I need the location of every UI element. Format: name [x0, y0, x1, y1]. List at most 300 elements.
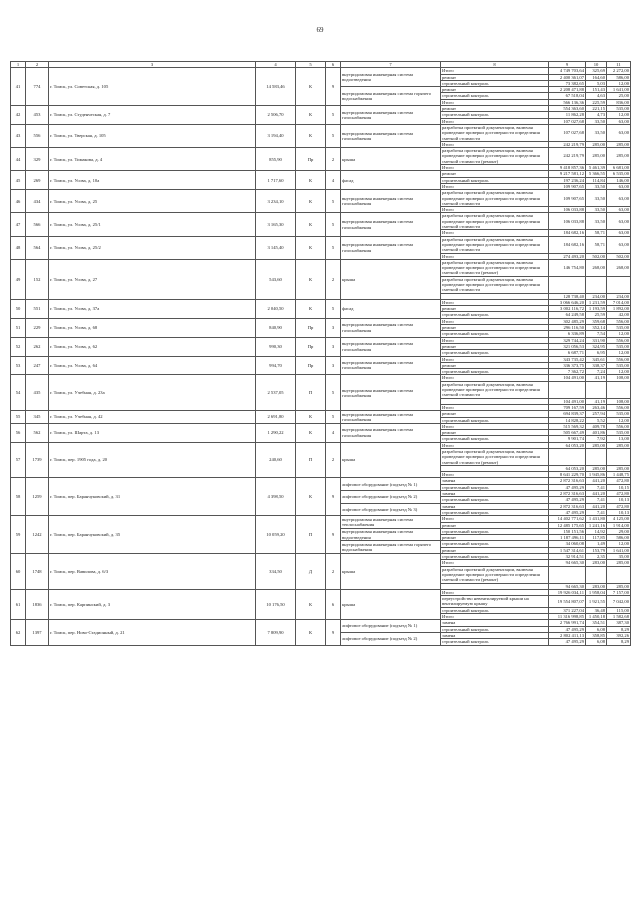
max-unit-cost: 12,00	[607, 541, 631, 547]
max-unit-cost: 35,00	[607, 554, 631, 560]
building-area: 334,50	[256, 554, 296, 590]
building-area: 10 176,50	[256, 589, 296, 619]
max-unit-cost: 7 042,00	[607, 596, 631, 608]
building-area: 2 506,70	[256, 106, 296, 125]
work-description: Итого	[441, 318, 549, 324]
work-description: Итого	[441, 299, 549, 305]
building-area: 7 809,90	[256, 620, 296, 645]
work-description: строительный контроль	[441, 350, 549, 356]
work-description: ремонт	[441, 171, 549, 177]
work-description: строительный контроль	[441, 528, 549, 534]
table-row	[11, 148, 631, 165]
max-unit-cost: 63,00	[607, 207, 631, 213]
work-description: ремонт	[441, 535, 549, 541]
total-cost: 104 491,00	[549, 375, 586, 381]
building-address: г. Томск, ул. Учебная, д. 42	[49, 411, 256, 424]
table-row	[11, 124, 631, 141]
max-unit-cost: 12,00	[607, 80, 631, 86]
work-type: фасад	[341, 299, 441, 318]
building-code: 774	[26, 68, 49, 106]
work-type: фасад	[341, 171, 441, 190]
unit-cost: 5,52	[586, 417, 607, 423]
total-cost: 67 518,04	[549, 93, 586, 99]
max-unit-cost: 6 535,00	[607, 171, 631, 177]
work-description: ремонт	[441, 411, 549, 417]
table-row	[11, 213, 631, 230]
building-area: 3 234,10	[256, 190, 296, 213]
total-cost: 146 754,80	[549, 259, 586, 276]
work-description: Итого	[441, 589, 549, 595]
unit-cost: 1 450,18	[586, 614, 607, 620]
unit-cost: 25,59	[586, 312, 607, 318]
total-cost: 9 418 857,36	[549, 165, 586, 171]
building-address: г. Томск, ул. Усова, д. 25/2	[49, 236, 256, 259]
work-description: ремонт	[441, 362, 549, 368]
max-unit-cost: 4 125,00	[607, 516, 631, 522]
column-number-header: 7	[341, 62, 441, 68]
total-cost: 184 682,16	[549, 230, 586, 236]
unit-cost: 225,59	[586, 99, 607, 105]
work-type: внутридомовая инженерная система газоснабжения	[341, 213, 441, 236]
work-type: внутридомовая инженерная система водоотведения	[341, 68, 441, 87]
total-cost: 302 485,29	[549, 318, 586, 324]
work-description: Итого	[441, 472, 549, 478]
max-unit-cost: 556,00	[607, 423, 631, 429]
max-unit-cost: 25,00	[607, 93, 631, 99]
max-unit-cost: 1 448,75	[607, 472, 631, 478]
work-type: крыша	[341, 442, 441, 478]
max-unit-cost: 268,00	[607, 259, 631, 276]
floor-count: 9	[326, 620, 341, 645]
total-cost: 709 167,59	[549, 404, 586, 410]
max-unit-cost: 586,00	[607, 535, 631, 541]
unit-cost: 14,92	[586, 528, 607, 534]
unit-cost: 268,00	[586, 259, 607, 276]
unit-cost: 263,46	[586, 404, 607, 410]
table-row	[11, 190, 631, 207]
total-cost: 371 227,04	[549, 607, 586, 613]
floor-count: 9	[326, 478, 341, 516]
max-unit-cost: 63,00	[607, 183, 631, 189]
total-cost: 47 495,29	[549, 497, 586, 503]
work-type: внутридомовая инженерная система горячего водоснабжения	[341, 87, 441, 106]
row-number: 52	[11, 337, 26, 356]
row-number: 43	[11, 124, 26, 147]
work-type: лифтовое оборудование (подъезд № 2)	[341, 491, 441, 504]
table-row	[11, 236, 631, 253]
total-cost: 515 569,32	[549, 423, 586, 429]
row-number: 41	[11, 68, 26, 106]
column-number-header: 10	[586, 62, 607, 68]
work-description: Итого	[441, 560, 549, 566]
column-number-header: 3	[49, 62, 256, 68]
building-address: г. Томск, ул. Усова, д. 25	[49, 190, 256, 213]
total-cost: 2 872 316,63	[549, 491, 586, 497]
building-address: г. Томск, ул. Тверская, д. 105	[49, 124, 256, 147]
wall-material: П	[296, 442, 326, 478]
unit-cost: 234,00	[586, 293, 607, 299]
column-number-header: 5	[296, 62, 326, 68]
row-number: 61	[11, 589, 26, 619]
total-cost: 150 151,56	[549, 528, 586, 534]
total-cost: 9 217 581,12	[549, 171, 586, 177]
total-cost: 6 336,89	[549, 331, 586, 337]
total-cost: 109 907,65	[549, 183, 586, 189]
total-cost: 47 495,29	[549, 509, 586, 515]
unit-cost: 401,86	[586, 430, 607, 436]
work-description: строительный контроль	[441, 177, 549, 183]
unit-cost: 331,90	[586, 337, 607, 343]
work-description: разработка проектной документации, включая проведение проверки достоверности определения сметной стоимости	[441, 276, 549, 293]
total-cost: 9 901,74	[549, 436, 586, 442]
column-number-header: 4	[256, 62, 296, 68]
total-cost: 6 687,71	[549, 350, 586, 356]
building-address: г. Томск, пер. 1905 года, д. 20	[49, 442, 256, 478]
total-cost: 197 236,24	[549, 177, 586, 183]
building-area: 1 290,22	[256, 423, 296, 442]
max-unit-cost	[607, 566, 631, 583]
max-unit-cost: 586,00	[607, 74, 631, 80]
work-type: крыша	[341, 259, 441, 299]
row-number: 59	[11, 516, 26, 554]
max-unit-cost: 12,00	[607, 369, 631, 375]
building-area: 3 145,40	[256, 236, 296, 259]
max-unit-cost: 285,00	[607, 148, 631, 165]
unit-cost: 4,73	[586, 112, 607, 118]
building-code: 1397	[26, 620, 49, 645]
total-cost: 566 136,36	[549, 99, 586, 105]
max-unit-cost: 108,00	[607, 375, 631, 381]
building-address: г. Томск, ул. Усова, д. 62	[49, 337, 256, 356]
building-address: г. Томск, ул. Усова, д. 68	[49, 318, 256, 337]
floor-count: 5	[326, 236, 341, 259]
unit-cost: 6,08	[586, 626, 607, 632]
max-unit-cost: 63,00	[607, 190, 631, 207]
wall-material: К	[296, 620, 326, 645]
unit-cost: 7,24	[586, 369, 607, 375]
building-code: 1259	[26, 478, 49, 516]
total-cost: 104 491,00	[549, 398, 586, 404]
work-description: разработка проектной документации, включая проведение проверки достоверности определения сметной стоимости	[441, 124, 549, 141]
building-area: 3 165,30	[256, 213, 296, 236]
building-area: 14 583,46	[256, 68, 296, 106]
work-description: ремонт	[441, 430, 549, 436]
floor-count: 5	[326, 213, 341, 236]
total-cost	[549, 566, 586, 583]
total-cost: 505 667,49	[549, 430, 586, 436]
total-cost: 329 744,24	[549, 337, 586, 343]
work-description: разработка проектной документации, включая проведение проверки достоверности определения сметной стоимости	[441, 190, 549, 207]
max-unit-cost: 63,00	[607, 118, 631, 124]
building-address: г. Томск, пер. Ново-Стадионный, д. 21	[49, 620, 256, 645]
row-number: 49	[11, 259, 26, 299]
unit-cost: 338,37	[586, 362, 607, 368]
max-unit-cost: 7 014,00	[607, 299, 631, 305]
row-number: 62	[11, 620, 26, 645]
total-cost: 94 665,30	[549, 583, 586, 589]
building-code: 1748	[26, 554, 49, 590]
work-description: Итого	[441, 68, 549, 74]
wall-material: К	[296, 213, 326, 236]
total-cost: 3 002 116,72	[549, 306, 586, 312]
max-unit-cost: 535,00	[607, 430, 631, 436]
max-unit-cost: 1 641,00	[607, 87, 631, 93]
work-type: внутридомовая инженерная система газоснабжения	[341, 337, 441, 356]
max-unit-cost: 12,00	[607, 350, 631, 356]
work-description: Итого	[441, 118, 549, 124]
max-unit-cost: 29,00	[607, 528, 631, 534]
unit-cost: 441,20	[586, 478, 607, 484]
work-type: внутридомовая инженерная система газоснабжения	[341, 375, 441, 411]
wall-material: К	[296, 236, 326, 259]
floor-count: 3	[326, 337, 341, 356]
total-cost: 242 219,79	[549, 141, 586, 147]
work-description: замена	[441, 503, 549, 509]
total-cost: 321 056,53	[549, 343, 586, 349]
building-address: г. Томск, ул. Усова, д. 37а	[49, 299, 256, 318]
work-description: разработка проектной документации, включая проведение проверки достоверности определения сметной стоимости	[441, 213, 549, 230]
unit-cost: 285,00	[586, 465, 607, 471]
total-cost: 4 749 703,64	[549, 68, 586, 74]
unit-cost: 325,69	[586, 68, 607, 74]
building-code: 434	[26, 190, 49, 213]
unit-cost: 4,63	[586, 93, 607, 99]
total-cost: 184 682,16	[549, 236, 586, 253]
total-cost: 2 208 471,88	[549, 87, 586, 93]
unit-cost: 283,00	[586, 583, 607, 589]
building-code: 1836	[26, 589, 49, 619]
max-unit-cost: 836,00	[607, 99, 631, 105]
work-description: строительный контроль	[441, 626, 549, 632]
unit-cost: 33,50	[586, 213, 607, 230]
work-type: крыша	[341, 589, 441, 619]
wall-material: К	[296, 171, 326, 190]
max-unit-cost: 63,00	[607, 124, 631, 141]
work-type: внутридомовая инженерная система газоснабжения	[341, 236, 441, 259]
building-address: г. Томск, ул. Шарта, д. 13	[49, 423, 256, 442]
unit-cost: 257,94	[586, 411, 607, 417]
unit-cost: 114,84	[586, 177, 607, 183]
work-description: Итого	[441, 516, 549, 522]
building-address: г. Томск, ул. Советская, д. 105	[49, 68, 256, 106]
unit-cost: 1 431,80	[586, 516, 607, 522]
work-description: ремонт	[441, 74, 549, 80]
building-area: 240,60	[256, 442, 296, 478]
max-unit-cost: 556,00	[607, 337, 631, 343]
building-address: г. Томск, ул. Усова, д. 25/1	[49, 213, 256, 236]
wall-material: Пр	[296, 148, 326, 171]
building-area: 543,60	[256, 259, 296, 299]
row-number: 57	[11, 442, 26, 478]
floor-count: 5	[326, 299, 341, 318]
work-description: замена	[441, 620, 549, 626]
total-cost: 94 665,30	[549, 560, 586, 566]
max-unit-cost: 392,26	[607, 632, 631, 638]
work-type: внутридомовая инженерная система газоснабжения	[341, 356, 441, 375]
row-number: 48	[11, 236, 26, 259]
max-unit-cost: 6 681,00	[607, 165, 631, 171]
wall-material: П	[296, 516, 326, 554]
column-number-header: 9	[549, 62, 586, 68]
max-unit-cost	[607, 381, 631, 398]
work-description: ремонт	[441, 87, 549, 93]
column-number-header: 2	[26, 62, 49, 68]
unit-cost: 33,50	[586, 118, 607, 124]
work-description: строительный контроль	[441, 509, 549, 515]
floor-count: 2	[326, 259, 341, 299]
work-description: ремонт	[441, 547, 549, 553]
unit-cost: 33,50	[586, 207, 607, 213]
max-unit-cost: 472,80	[607, 491, 631, 497]
building-code: 345	[26, 411, 49, 424]
building-area: 10 059,20	[256, 516, 296, 554]
floor-count: 5	[326, 190, 341, 213]
work-type: внутридомовая инженерная система газоснабжения	[341, 411, 441, 424]
work-description: строительный контроль	[441, 331, 549, 337]
building-code: 152	[26, 259, 49, 299]
total-cost: 8 641 229,70	[549, 472, 586, 478]
work-description: разработка проектной документации, включая проведение проверки достоверности определения сметной стоимости	[441, 381, 549, 398]
total-cost: 1 187 496,11	[549, 535, 586, 541]
max-unit-cost: 535,00	[607, 362, 631, 368]
work-type: внутридомовая инженерная система газоснабжения	[341, 190, 441, 213]
max-unit-cost: 63,00	[607, 236, 631, 253]
unit-cost	[586, 381, 607, 398]
unit-cost: 58,71	[586, 236, 607, 253]
row-number: 46	[11, 190, 26, 213]
max-unit-cost: 285,00	[607, 442, 631, 448]
total-cost: 336 373,75	[549, 362, 586, 368]
building-area: 2 691,80	[256, 411, 296, 424]
work-description: Итого	[441, 423, 549, 429]
floor-count: 4	[326, 423, 341, 442]
total-cost: 3 066 646,20	[549, 299, 586, 305]
building-address: г. Томск, ул. Усова, д. 64	[49, 356, 256, 375]
building-address: г. Томск, пер. Вавилова, д. 6/3	[49, 554, 256, 590]
work-description: строительный контроль	[441, 497, 549, 503]
work-description: разработка проектной документации, включая проведение проверки достоверности определения сметной стоимости (ремонт)	[441, 259, 549, 276]
max-unit-cost: 502,00	[607, 253, 631, 259]
unit-cost: 151,43	[586, 87, 607, 93]
unit-cost: 153,79	[586, 547, 607, 553]
unit-cost: 7,92	[586, 436, 607, 442]
table-row	[11, 259, 631, 276]
work-type: лифтовое оборудование (подъезд № 3)	[341, 503, 441, 516]
work-description: строительный контроль	[441, 93, 549, 99]
max-unit-cost: 1 582,68	[607, 614, 631, 620]
total-cost: 73 382,65	[549, 80, 586, 86]
unit-cost: 41,19	[586, 375, 607, 381]
unit-cost: 324,95	[586, 343, 607, 349]
work-description: Итого	[441, 230, 549, 236]
unit-cost: 354,51	[586, 620, 607, 626]
page-number: 69	[316, 26, 324, 34]
max-unit-cost	[607, 276, 631, 293]
building-address: г. Томск, пер. Баранчуковский, д. 35	[49, 516, 256, 554]
unit-cost: 6,95	[586, 350, 607, 356]
total-cost: 109 907,65	[549, 190, 586, 207]
wall-material: К	[296, 124, 326, 147]
work-description: разработка проектной документации, включая проведение проверки достоверности определения сметной стоимости (ремонт)	[441, 148, 549, 165]
total-cost: 64 053,20	[549, 465, 586, 471]
work-type: внутридомовая инженерная система газоснабжения	[341, 318, 441, 337]
max-unit-cost: 12,00	[607, 112, 631, 118]
work-type: внутридомовая инженерная система газоснабжения	[341, 124, 441, 147]
unit-cost: 1 193,59	[586, 306, 607, 312]
total-cost: 64 249,58	[549, 312, 586, 318]
max-unit-cost: 535,00	[607, 325, 631, 331]
building-address: г. Томск, ул. Студенческая, д. 7	[49, 106, 256, 125]
max-unit-cost	[607, 449, 631, 466]
building-area: 994,70	[256, 356, 296, 375]
unit-cost: 358,85	[586, 632, 607, 638]
unit-cost: 7,41	[586, 484, 607, 490]
work-description: разработка проектной документации, включая проведение проверки достоверности определения сметной стоимости	[441, 236, 549, 253]
total-cost: 11 316 998,85	[549, 614, 586, 620]
wall-material: К	[296, 190, 326, 213]
building-code: 435	[26, 375, 49, 411]
work-description: ремонт	[441, 306, 549, 312]
max-unit-cost: 1 914,00	[607, 522, 631, 528]
unit-cost: 1 241,16	[586, 522, 607, 528]
work-type: крыша	[341, 148, 441, 171]
work-description: замена	[441, 491, 549, 497]
floor-count: 5	[326, 106, 341, 125]
max-unit-cost: 63,00	[607, 230, 631, 236]
max-unit-cost: 234,00	[607, 293, 631, 299]
unit-cost: 1 958,04	[586, 589, 607, 595]
total-cost	[549, 381, 586, 398]
total-cost: 106 033,88	[549, 213, 586, 230]
total-cost	[549, 449, 586, 466]
building-area: 855,90	[256, 148, 296, 171]
work-description: Итого	[441, 253, 549, 259]
total-cost: 128 738,40	[549, 293, 586, 299]
floor-count: 5	[326, 411, 341, 424]
unit-cost: 285,00	[586, 148, 607, 165]
total-cost: 694 839,37	[549, 411, 586, 417]
max-unit-cost: 2 272,00	[607, 68, 631, 74]
work-description: переустройство невентилируемой крыши на вентилируемую крышу	[441, 596, 549, 608]
unit-cost: 221,15	[586, 106, 607, 112]
unit-cost: 352,14	[586, 325, 607, 331]
unit-cost: 5,03	[586, 80, 607, 86]
work-description: строительный контроль	[441, 112, 549, 118]
building-code: 453	[26, 106, 49, 125]
work-description: Итого	[441, 375, 549, 381]
unit-cost: 409,78	[586, 423, 607, 429]
floor-count: 6	[326, 589, 341, 619]
row-number: 58	[11, 478, 26, 516]
total-cost: 1 547 314,61	[549, 547, 586, 553]
unit-cost: 5 366,55	[586, 171, 607, 177]
work-description: строительный контроль	[441, 436, 549, 442]
building-area: 990,30	[256, 337, 296, 356]
total-cost: 47 495,29	[549, 626, 586, 632]
max-unit-cost: 285,00	[607, 560, 631, 566]
row-number: 54	[11, 375, 26, 411]
max-unit-cost: 535,00	[607, 411, 631, 417]
work-type: лифтовое оборудование (подъезд № 2)	[341, 632, 441, 645]
total-cost: 2 872 316,63	[549, 478, 586, 484]
max-unit-cost: 472,80	[607, 478, 631, 484]
floor-count: 3	[326, 318, 341, 337]
building-code: 247	[26, 356, 49, 375]
unit-cost: 1,49	[586, 541, 607, 547]
building-address: г. Томск, пер. Баранчуковский, д. 31	[49, 478, 256, 516]
unit-cost: 502,00	[586, 253, 607, 259]
unit-cost: 1 231,59	[586, 299, 607, 305]
